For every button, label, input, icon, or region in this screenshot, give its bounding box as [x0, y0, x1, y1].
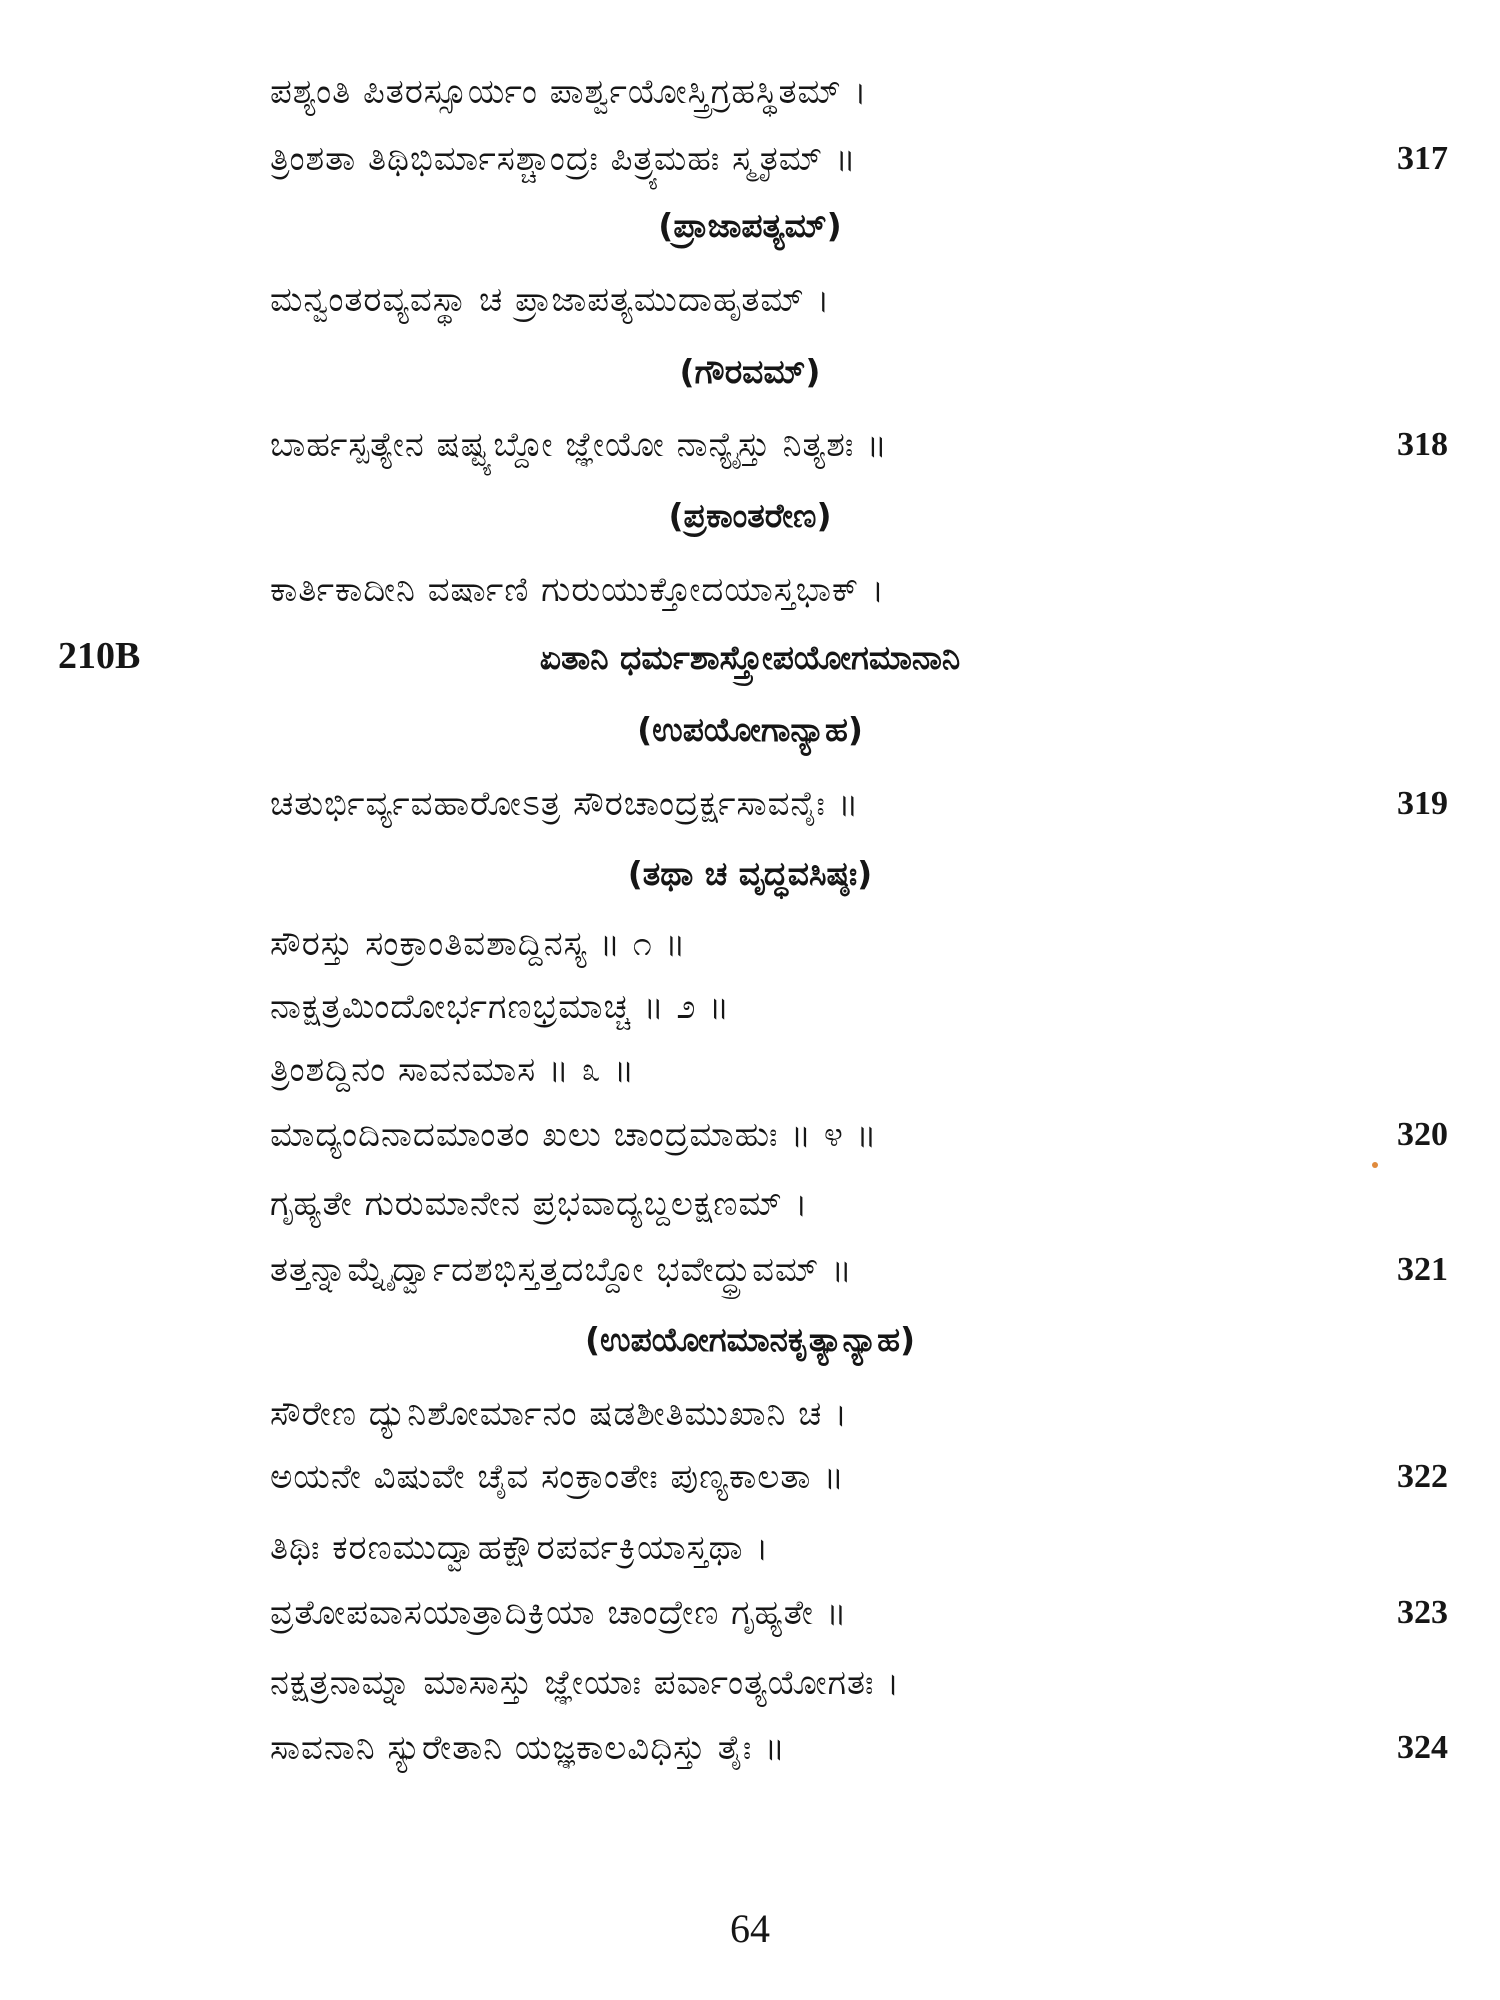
- verse-line: ಮಾದ್ಯಂದಿನಾದಮಾಂತಂ ಖಲು ಚಾಂದ್ರಮಾಹುಃ ॥ ೪ ॥: [270, 1115, 878, 1155]
- verse-number: 318: [1397, 426, 1448, 463]
- verse-line: ತಿಥಿಃ ಕರಣಮುದ್ವಾಹಕ್ಷೌರಪರ್ವಕ್ರಿಯಾಸ್ತಥಾ ।: [270, 1528, 770, 1568]
- verse-line: ಕಾರ್ತಿಕಾದೀನಿ ವರ್ಷಾಣಿ ಗುರುಯುಕ್ತೋದಯಾಸ್ತಭಾಕ್ ।: [270, 570, 885, 610]
- verse-line: ತ್ರಿಂಶತಾ ತಿಥಿಭಿರ್ಮಾಸಶ್ಚಾಂದ್ರಃ ಪಿತ್ರ್ಯಮಹಃ ಸ್ಮೃತಮ್ ॥: [270, 139, 857, 179]
- verse-line: ಚತುರ್ಭಿರ್ವ್ಯವಹಾರೋಽತ್ರ ಸೌರಚಾಂದ್ರರ್ಕ್ಷಸಾವನೈಃ ॥: [270, 784, 860, 824]
- verse-number: 320: [1397, 1116, 1448, 1153]
- verse-line: ಪಶ್ಯಂತಿ ಪಿತರಸ್ಸೂರ್ಯಂ ಪಾರ್ಶ್ವಯೋಸ್ತ್ರಿಗ್ರಹಸ್ಥಿತಮ್ ।: [270, 72, 868, 112]
- verse-line: ನಾಕ್ಷತ್ರಮಿಂದೋರ್ಭಗಣಭ್ರಮಾಚ್ಚ ॥ ೨ ॥: [270, 987, 731, 1027]
- verse-line: ಸಾವನಾನಿ ಸ್ಯುರೇತಾನಿ ಯಜ್ಞಕಾಲವಿಧಿಸ್ತು ತೈಃ ॥: [270, 1728, 786, 1768]
- verse-number: 323: [1397, 1594, 1448, 1631]
- verse-line: ತತ್ತನ್ನಾಮ್ನೈರ್ದ್ವಾದಶಭಿಸ್ತತ್ತದಬ್ದೋ ಭವೇದ್ಧ್ರುವಮ್ ॥: [270, 1250, 853, 1290]
- verse-number: 322: [1397, 1458, 1448, 1495]
- section-heading: (ಉಪಯೋಗಾನ್ಯಾಹ): [637, 710, 863, 749]
- margin-reference: 210B: [58, 635, 141, 677]
- section-heading: (ಉಪಯೋಗಮಾನಕೃತ್ಯಾನ್ಯಾಹ): [584, 1320, 916, 1359]
- verse-line: ನಕ್ಷತ್ರನಾಮ್ನಾ ಮಾಸಾಸ್ತು ಜ್ಞೇಯಾಃ ಪರ್ವಾಂತ್ಯಯೋಗತಃ ।: [270, 1663, 901, 1703]
- verse-line: ಸೌರಸ್ತು ಸಂಕ್ರಾಂತಿವಶಾದ್ದಿನಸ್ಯ ॥ ೧ ॥: [270, 924, 687, 964]
- verse-line: ಮನ್ವಂತರವ್ಯವಸ್ಥಾ ಚ ಪ್ರಾಜಾಪತ್ಯಮುದಾಹೃತಮ್ ।: [270, 280, 831, 320]
- section-heading: (ಗೌರವಮ್): [679, 352, 821, 391]
- ink-speck: [1372, 1162, 1378, 1168]
- verse-line: ಗೃಹ್ಯತೇ ಗುರುಮಾನೇನ ಪ್ರಭವಾದ್ಯಬ್ದಲಕ್ಷಣಮ್ ।: [270, 1184, 809, 1224]
- section-heading: ಏತಾನಿ ಧರ್ಮಶಾಸ್ತ್ರೋಪಯೋಗಮಾನಾನಿ: [539, 638, 961, 677]
- verse-line: ಸೌರೇಣ ದ್ಯುನಿಶೋರ್ಮಾನಂ ಷಡಶೀತಿಮುಖಾನಿ ಚ ।: [270, 1394, 849, 1434]
- verse-line: ಬಾರ್ಹಸ್ಪತ್ಯೇನ ಷಷ್ಟ್ಯಬ್ದೋ ಜ್ಞೇಯೋ ನಾನ್ಯೈಸ್ತು ನಿತ್ಯಶಃ ॥: [270, 425, 888, 465]
- verse-number: 319: [1397, 785, 1448, 822]
- section-heading: (ಪ್ರಕಾಂತರೇಣ): [668, 496, 832, 535]
- page-number: 64: [730, 1906, 770, 1951]
- section-heading: (ಪ್ರಾಜಾಪತ್ಯಮ್): [658, 206, 842, 245]
- verse-line: ವ್ರತೋಪವಾಸಯಾತ್ರಾದಿಕ್ರಿಯಾ ಚಾಂದ್ರೇಣ ಗೃಹ್ಯತೇ ॥: [270, 1593, 848, 1633]
- verse-line: ತ್ರಿಂಶದ್ದಿನಂ ಸಾವನಮಾಸ ॥ ೩ ॥: [270, 1050, 636, 1090]
- verse-number: 324: [1397, 1729, 1448, 1766]
- verse-number: 317: [1397, 140, 1448, 177]
- verse-number: 321: [1397, 1251, 1448, 1288]
- verse-line: ಅಯನೇ ವಿಷುವೇ ಚೈವ ಸಂಕ್ರಾಂತೇಃ ಪುಣ್ಯಕಾಲತಾ ॥: [270, 1457, 845, 1497]
- section-heading: (ತಥಾ ಚ ವೃದ್ಧವಸಿಷ್ಠಃ): [627, 854, 873, 893]
